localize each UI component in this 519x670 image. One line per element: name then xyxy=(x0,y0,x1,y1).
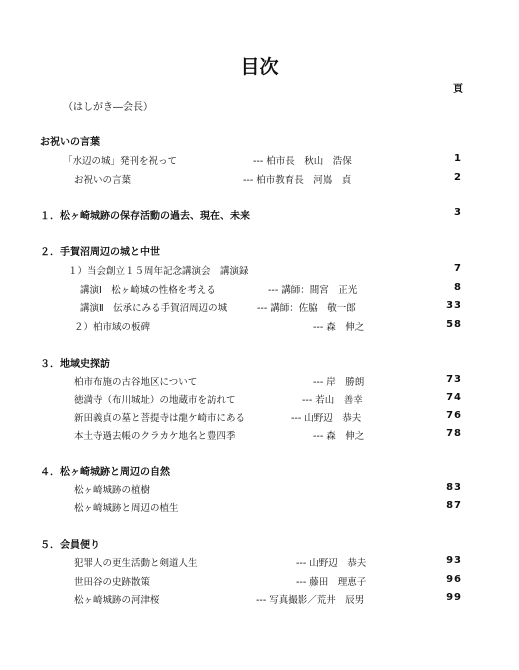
toc-item-title: お祝いの言葉 xyxy=(74,175,132,186)
toc-item-page: 93 xyxy=(446,555,462,566)
subsection-title: １）当会創立１５周年記念講演会 講演録 xyxy=(68,266,249,277)
toc-item-title: 講演Ⅰ 松ヶ崎城の性格を考える xyxy=(80,285,216,296)
toc-item-page: 1 xyxy=(454,153,462,164)
toc-item-page: 83 xyxy=(446,482,462,493)
toc-item-author: --- 藤田 理恵子 xyxy=(296,577,367,588)
toc-item-title: 「水辺の城」発刊を祝って xyxy=(63,156,178,167)
toc-item-author: --- 講師：間宮 正光 xyxy=(268,285,358,296)
toc-item-title: 講演Ⅱ 伝承にみる手賀沼周辺の城 xyxy=(80,303,228,314)
toc-item-title: 世田谷の史跡散策 xyxy=(74,577,151,588)
toc-item-author: --- 森 伸之 xyxy=(313,431,365,442)
document-title: 目次 xyxy=(240,56,279,78)
toc-item-title: 松ヶ崎城跡の植樹 xyxy=(74,485,151,496)
toc-item-title: 松ヶ崎城跡と周辺の植生 xyxy=(74,503,179,514)
toc-item-title: 新田義貞の墓と菩提寺は龍ケ崎市にある xyxy=(74,413,246,424)
toc-item-page: 33 xyxy=(446,300,462,311)
section-heading-1: １．松ヶ崎城跡の保存活動の過去、現在、未来 xyxy=(40,211,250,222)
section-heading-4: ４．松ヶ崎城跡と周辺の自然 xyxy=(40,467,170,478)
toc-item-page: 73 xyxy=(446,374,462,385)
toc-item-author: --- 写真撮影／荒井 辰男 xyxy=(256,595,365,606)
toc-item-page: 76 xyxy=(446,410,462,421)
toc-item-title: 犯罪人の更生活動と剣道人生 xyxy=(74,558,198,569)
toc-item-author: --- 森 伸之 xyxy=(313,322,365,333)
toc-item-author: --- 講師：佐脇 敬一郎 xyxy=(257,303,356,314)
toc-item-author: --- 岸 勝朗 xyxy=(313,377,365,388)
section-heading-2: ２．手賀沼周辺の城と中世 xyxy=(40,247,160,258)
toc-item-author: --- 山野辺 恭夫 xyxy=(296,558,367,569)
toc-item-page: 78 xyxy=(446,428,462,439)
toc-item-page: 74 xyxy=(446,392,462,403)
section-heading-5: ５．会員便り xyxy=(40,540,100,551)
toc-item-page: 58 xyxy=(446,319,462,330)
toc-item-author: --- 山野辺 恭夫 xyxy=(291,413,362,424)
toc-item-title: 柏市布施の古谷地区について xyxy=(74,377,198,388)
toc-item-author: --- 柏市長 秋山 浩保 xyxy=(253,156,352,167)
section-heading-congratulations: お祝いの言葉 xyxy=(40,137,100,148)
toc-item-title: 松ヶ崎城跡の河津桜 xyxy=(74,595,160,606)
toc-item-title: 徳満寺（布川城址）の地蔵市を訪れて xyxy=(74,395,236,406)
toc-item-page: 8 xyxy=(454,282,462,293)
subsection-title: ２）柏市域の板碑 xyxy=(74,322,151,333)
toc-item-author: --- 若山 善幸 xyxy=(302,395,363,406)
page-column-header: 頁 xyxy=(453,84,463,95)
section-heading-3: ３．地域史探訪 xyxy=(40,359,110,370)
toc-item-page: 99 xyxy=(446,592,462,603)
toc-item-title: 本土寺過去帳のクラカケ地名と豊四季 xyxy=(74,431,236,442)
preface-note: （はしがき―会長） xyxy=(63,102,153,113)
toc-item-page: 2 xyxy=(454,172,462,183)
toc-item-author: --- 柏市教育長 河嶌 貞 xyxy=(243,175,352,186)
toc-item-page: 96 xyxy=(446,574,462,585)
toc-item-page: 7 xyxy=(454,263,462,274)
section-page: 3 xyxy=(454,207,462,218)
toc-item-page: 87 xyxy=(446,500,462,511)
